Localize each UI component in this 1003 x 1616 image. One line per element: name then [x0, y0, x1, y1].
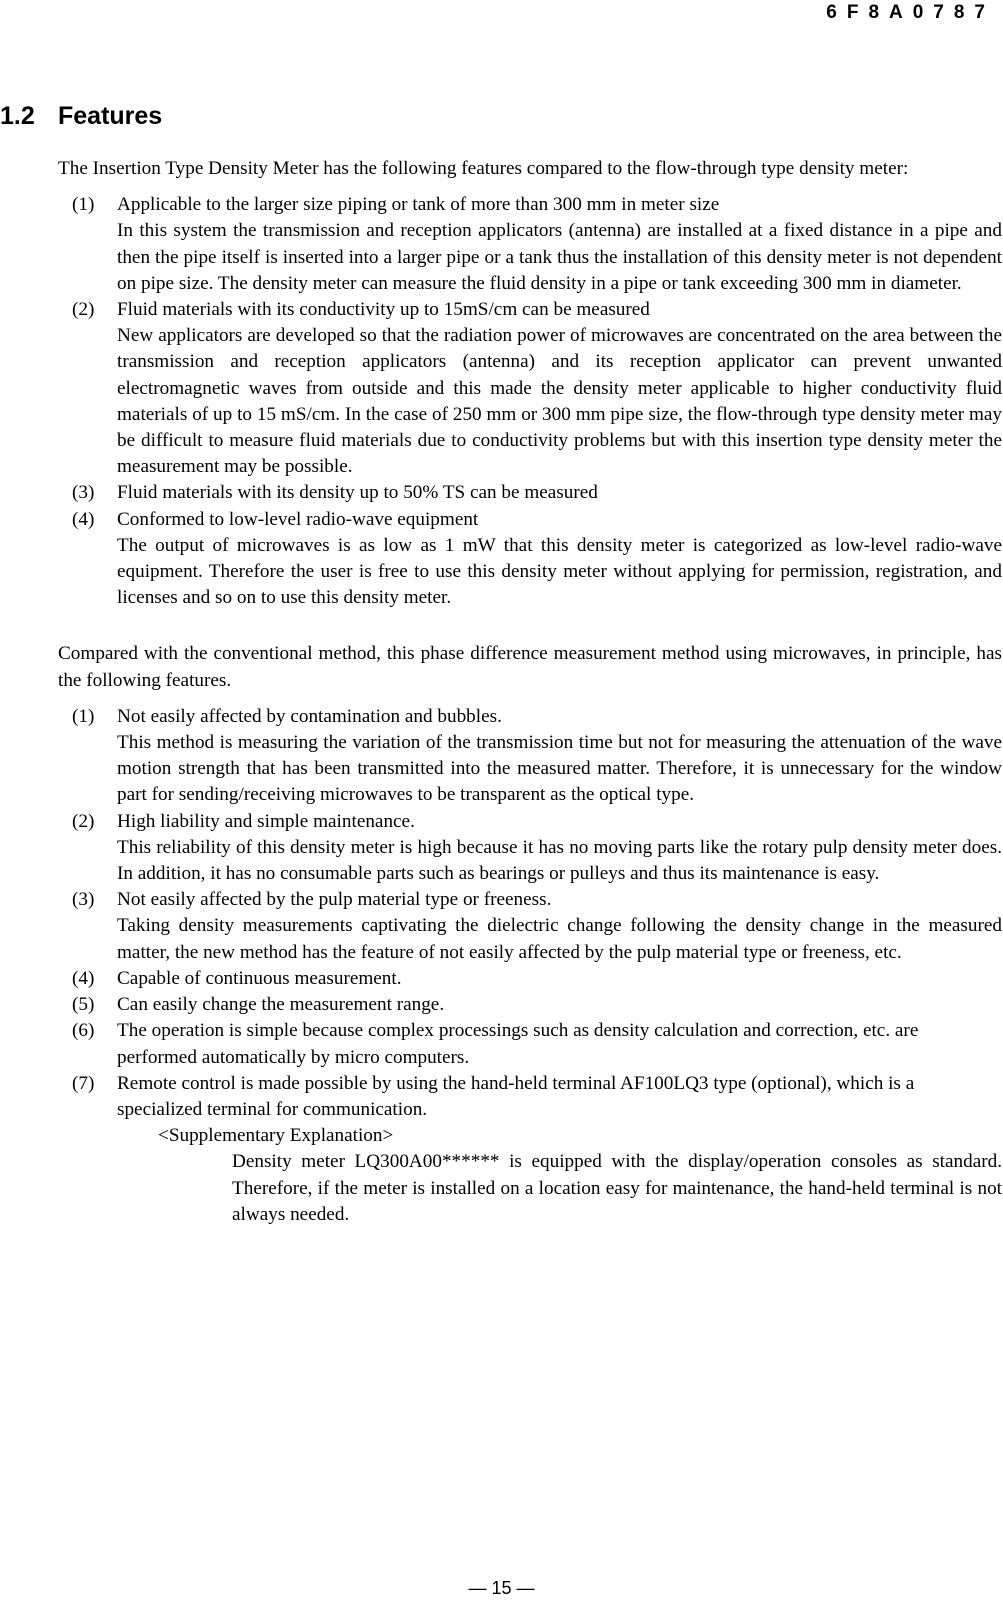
item-description: This reliability of this density meter is high because it has no moving parts like the rotary pulp density meter does. In addition, it has no consumable parts such as bearings or pulleys and thus its maintenance is easy. — [117, 836, 1002, 885]
list-item — [58, 507, 1002, 612]
insertion-features-list — [58, 192, 1002, 611]
section-heading — [0, 102, 162, 131]
item-title: High liability and simple maintenance. — [117, 810, 415, 832]
list-item — [58, 297, 1002, 480]
item-title: Fluid materials with its density up to 50% TS can be measured — [117, 482, 598, 504]
list-item — [58, 1071, 1002, 1228]
item-number: (6) — [72, 1020, 95, 1042]
section-number: 1.2 — [0, 102, 35, 130]
list-item — [58, 192, 1002, 297]
item-title: Remote control is made possible by using the hand-held terminal AF100LQ3 type (optional), which is a specialized terminal for communication. — [117, 1072, 915, 1120]
intro-paragraph-2: Compared with the conventional method, this phase difference measurement method using microwaves, in principle, has the following features. — [58, 643, 1002, 691]
list-item — [58, 887, 1002, 966]
item-number: (3) — [72, 482, 95, 504]
item-title: Capable of continuous measurement. — [117, 967, 402, 989]
method-features-list — [58, 704, 1002, 1228]
item-number: (3) — [72, 889, 95, 911]
list-item — [58, 966, 1002, 992]
intro-paragraph-1: The Insertion Type Density Meter has the following features compared to the flow-through type density meter: — [58, 158, 909, 179]
item-number: (4) — [72, 508, 95, 530]
section-spacer — [58, 611, 1002, 641]
item-title: Conformed to low-level radio-wave equipment — [117, 508, 479, 530]
list-item — [58, 704, 1002, 809]
item-title: Fluid materials with its conductivity up to 15mS/cm can be measured — [117, 299, 650, 321]
item-description: Taking density measurements captivating the dielectric change following the density change in the measured matter, the new method has the feature of not easily affected by the pulp material type or freeness, etc. — [117, 915, 1002, 963]
item-number: (1) — [72, 194, 95, 216]
item-title: Not easily affected by contamination and bubbles. — [117, 705, 502, 727]
item-description: The output of microwaves is as low as 1 mW that this density meter is categorized as low-level radio-wave equipment. Therefore the user is free to use this density meter without applying for permission, registration, and licenses and so on to use this density meter. — [117, 534, 1002, 609]
list-item — [58, 809, 1002, 888]
item-description: New applicators are developed so that the radiation power of microwaves are concentrated on the area between the transmission and reception applicators (antenna) and its reception applicator can prevent unwanted electromagnetic waves from outside and this made the density meter applicable to higher conductivity fluid materials of up to 15 mS/cm. In the case of 250 mm or 300 mm pipe size, the flow-through type density meter may be difficult to measure fluid materials due to conductivity problems but with this insertion type density meter the measurement may be possible. — [117, 325, 1002, 478]
item-number: (4) — [72, 967, 95, 989]
page-number: — 15 — — [468, 1578, 535, 1598]
item-title: The operation is simple because complex processings such as density calculation and correction, etc. are performed automatically by micro computers. — [117, 1020, 919, 1068]
list-item — [58, 480, 1002, 506]
item-number: (2) — [72, 299, 95, 321]
item-description: In this system the transmission and reception applicators (antenna) are installed at a fixed distance in a pipe and then the pipe itself is inserted into a larger pipe or a tank thus the installation of this density meter is not dependent on pipe size. The density meter can measure the fluid density in a pipe or tank exceeding 300 mm in diameter. — [117, 220, 1002, 294]
document-code: 6F8A0787 — [826, 2, 995, 23]
list-item — [58, 1018, 1002, 1070]
supplementary-title: <Supplementary Explanation> — [158, 1125, 394, 1147]
page-content — [58, 156, 1002, 1228]
item-title: Can easily change the measurement range. — [117, 994, 445, 1016]
item-title: Applicable to the larger size piping or tank of more than 300 mm in meter size — [117, 194, 720, 216]
list-item — [58, 992, 1002, 1018]
item-number: (5) — [72, 994, 95, 1016]
item-description: This method is measuring the variation of the transmission time but not for measuring the attenuation of the wave motion strength that has been transmitted into the measured matter. Therefore, it is unnecessary for the window part for sending/receiving microwaves to be transparent as the optical type. — [117, 732, 1002, 806]
supplementary-body: Density meter LQ300A00****** is equipped with the display/operation consoles as standard. Therefore, if the meter is installed on a location easy for maintenance, the hand-held terminal is not always needed. — [232, 1151, 1002, 1225]
section-title: Features — [58, 102, 163, 130]
item-title: Not easily affected by the pulp material type or freeness. — [117, 889, 552, 911]
item-number: (1) — [72, 705, 95, 727]
item-number: (7) — [72, 1072, 95, 1094]
item-number: (2) — [72, 810, 95, 832]
